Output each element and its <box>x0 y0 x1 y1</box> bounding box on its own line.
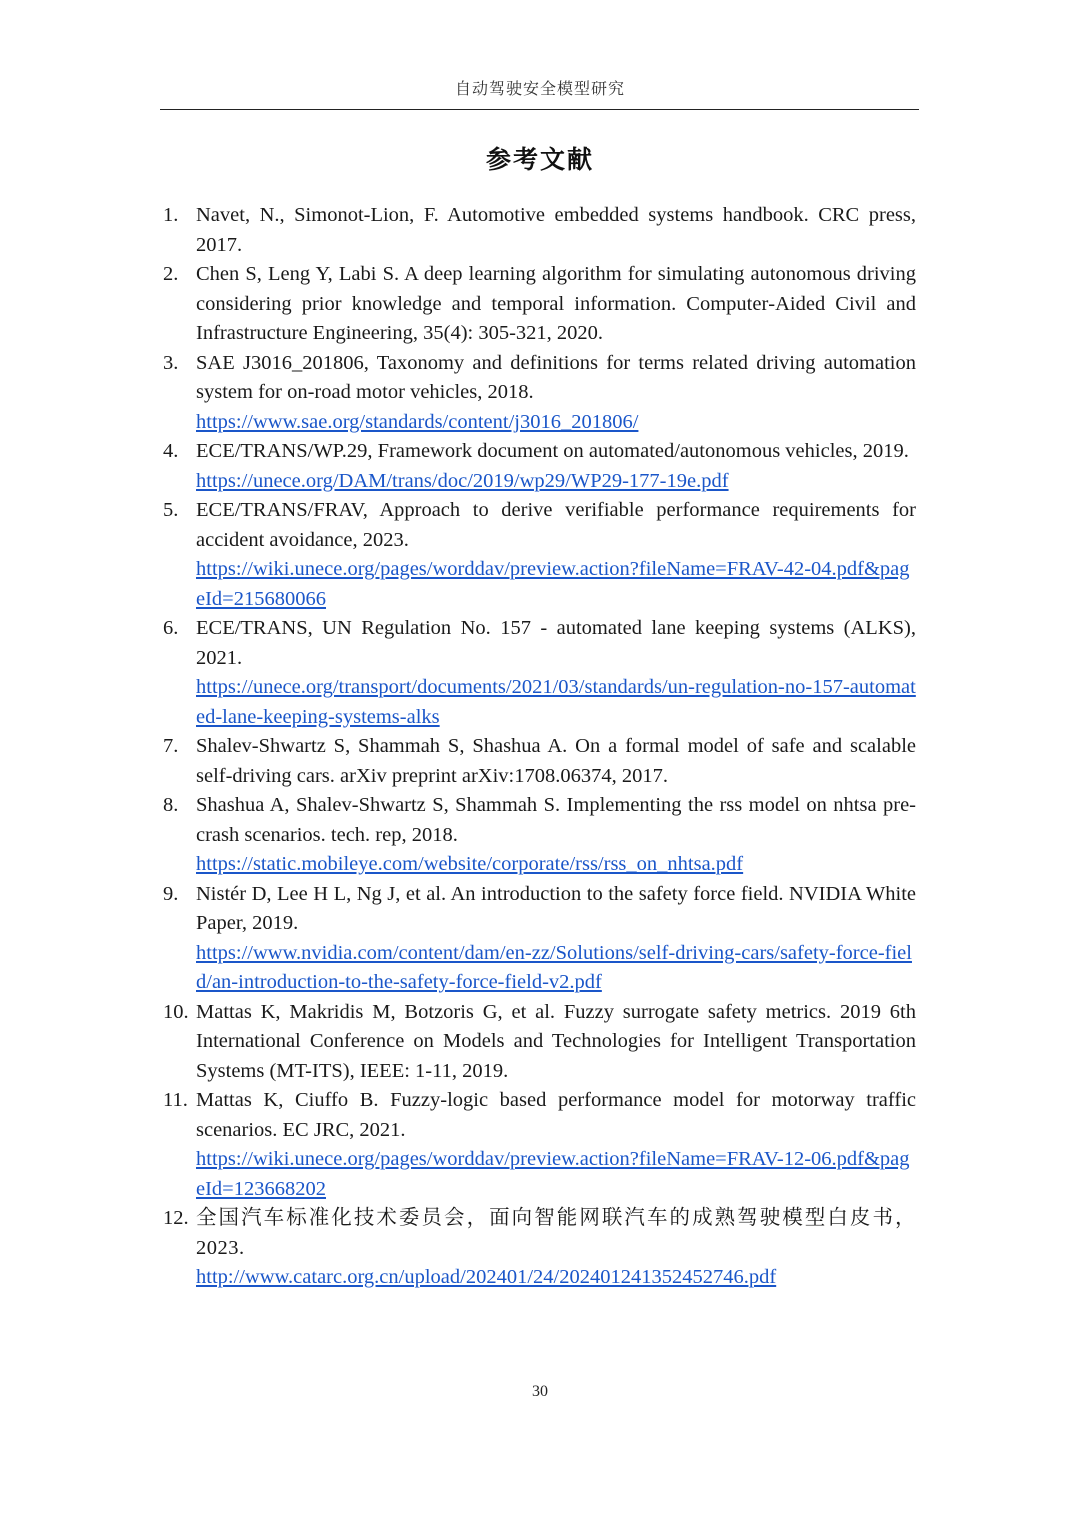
reference-number: 11. <box>163 1089 188 1111</box>
reference-number: 9. <box>163 882 179 905</box>
reference-link[interactable]: https://static.mobileye.com/website/corporate/rss/rss_on_nhtsa.pdf <box>196 853 744 875</box>
reference-number: 7. <box>163 735 179 757</box>
reference-item <box>0 1204 1080 1293</box>
reference-item <box>0 880 1080 998</box>
reference-list <box>0 201 1080 1293</box>
reference-item <box>0 260 1080 349</box>
running-header: 自动驾驶安全模型研究 <box>454 81 625 98</box>
reference-text: Chen S, Leng Y, Labi S. A deep learning algorithm for simulating autonomous driving considering prior knowledge and temporal information. Computer‐Aided Civil and Infrastructure Engineering, 35(4): 305-321, 2020. <box>196 263 916 344</box>
reference-item <box>0 349 1080 438</box>
reference-item <box>0 998 1080 1087</box>
reference-text: Mattas K, Ciuffo B. Fuzzy-logic based performance model for motorway traffic scenarios. EC JRC, 2021. <box>196 1089 916 1141</box>
reference-text: Nistér D, Lee H L, Ng J, et al. An introduction to the safety force field. NVIDIA White Paper, 2019. <box>196 882 916 934</box>
reference-link[interactable]: https://www.nvidia.com/content/dam/en-zz/Solutions/self-driving-cars/safety-force-field/an-introduction-to-the-safety-force-field-v2.pdf <box>196 941 912 993</box>
reference-number: 4. <box>163 440 179 462</box>
reference-item <box>0 614 1080 732</box>
reference-number: 12. <box>163 1207 189 1229</box>
reference-text: SAE J3016_201806, Taxonomy and definitions for terms related driving automation system for on-road motor vehicles, 2018. <box>196 351 916 403</box>
reference-link[interactable]: http://www.catarc.org.cn/upload/202401/24/20240124135245274​6.pdf <box>196 1266 777 1288</box>
reference-link[interactable]: https://unece.org/DAM/trans/doc/2019/wp29/WP29-177-19e.pdf <box>196 469 729 492</box>
reference-link[interactable]: https://wiki.unece.org/pages/worddav/preview.action?fileName=FRAV-42-04.pdf&pageId=215680066 <box>196 558 910 610</box>
reference-item <box>0 496 1080 614</box>
reference-number: 8. <box>163 794 179 816</box>
reference-link[interactable]: https://wiki.unece.org/pages/worddav/preview.action?fileName=FRAV-12-06.pdf&pageId=123668202 <box>196 1148 910 1200</box>
header-rule <box>160 109 919 110</box>
reference-text: Navet, N., Simonot-Lion, F. Automotive embedded systems handbook. CRC press, 2017. <box>196 204 916 256</box>
reference-number: 6. <box>163 617 179 639</box>
reference-item <box>0 1086 1080 1204</box>
reference-text: 全国汽车标准化技术委员会，面向智能网联汽车的成熟驾驶模型白皮书，2023. <box>196 1207 916 1259</box>
reference-link[interactable]: https://www.sae.org/standards/content/j3016_201806/ <box>196 410 639 433</box>
reference-item <box>0 732 1080 791</box>
reference-number: 5. <box>163 499 179 521</box>
reference-item <box>0 201 1080 260</box>
reference-number: 10. <box>163 1000 189 1023</box>
page-number: 30 <box>532 1383 548 1400</box>
reference-text: Mattas K, Makridis M, Botzoris G, et al. Fuzzy surrogate safety metrics. 2019 6th International Conference on Models and Technologies for Intelligent Transportation Systems (MT-ITS), IEEE: 1-11, 2019. <box>196 1000 916 1082</box>
reference-number: 1. <box>163 204 179 226</box>
reference-link[interactable]: https://unece.org/transport/documents/2021/03/standards/un-regulation-no-157-automated-lane-keeping-systems-alks <box>196 676 916 728</box>
reference-text: Shashua A, Shalev-Shwartz S, Shammah S. Implementing the rss model on nhtsa pre-crash scenarios. tech. rep, 2018. <box>196 794 916 846</box>
reference-number: 3. <box>163 351 179 374</box>
page-title: 参考文献 <box>485 145 594 174</box>
reference-text: ECE/TRANS, UN Regulation No. 157 - automated lane keeping systems (ALKS), 2021. <box>196 617 916 669</box>
reference-item <box>0 791 1080 880</box>
reference-text: ECE/TRANS/FRAV, Approach to derive verifiable performance requirements for accident avoidance, 2023. <box>196 499 916 551</box>
reference-text: ECE/TRANS/WP.29, Framework document on automated/autonomous vehicles, 2019. <box>196 440 909 462</box>
reference-number: 2. <box>163 263 179 285</box>
reference-text: Shalev-Shwartz S, Shammah S, Shashua A. On a formal model of safe and scalable self-driving cars. arXiv preprint arXiv:1708.06374, 2017. <box>196 735 916 787</box>
reference-item <box>0 437 1080 496</box>
